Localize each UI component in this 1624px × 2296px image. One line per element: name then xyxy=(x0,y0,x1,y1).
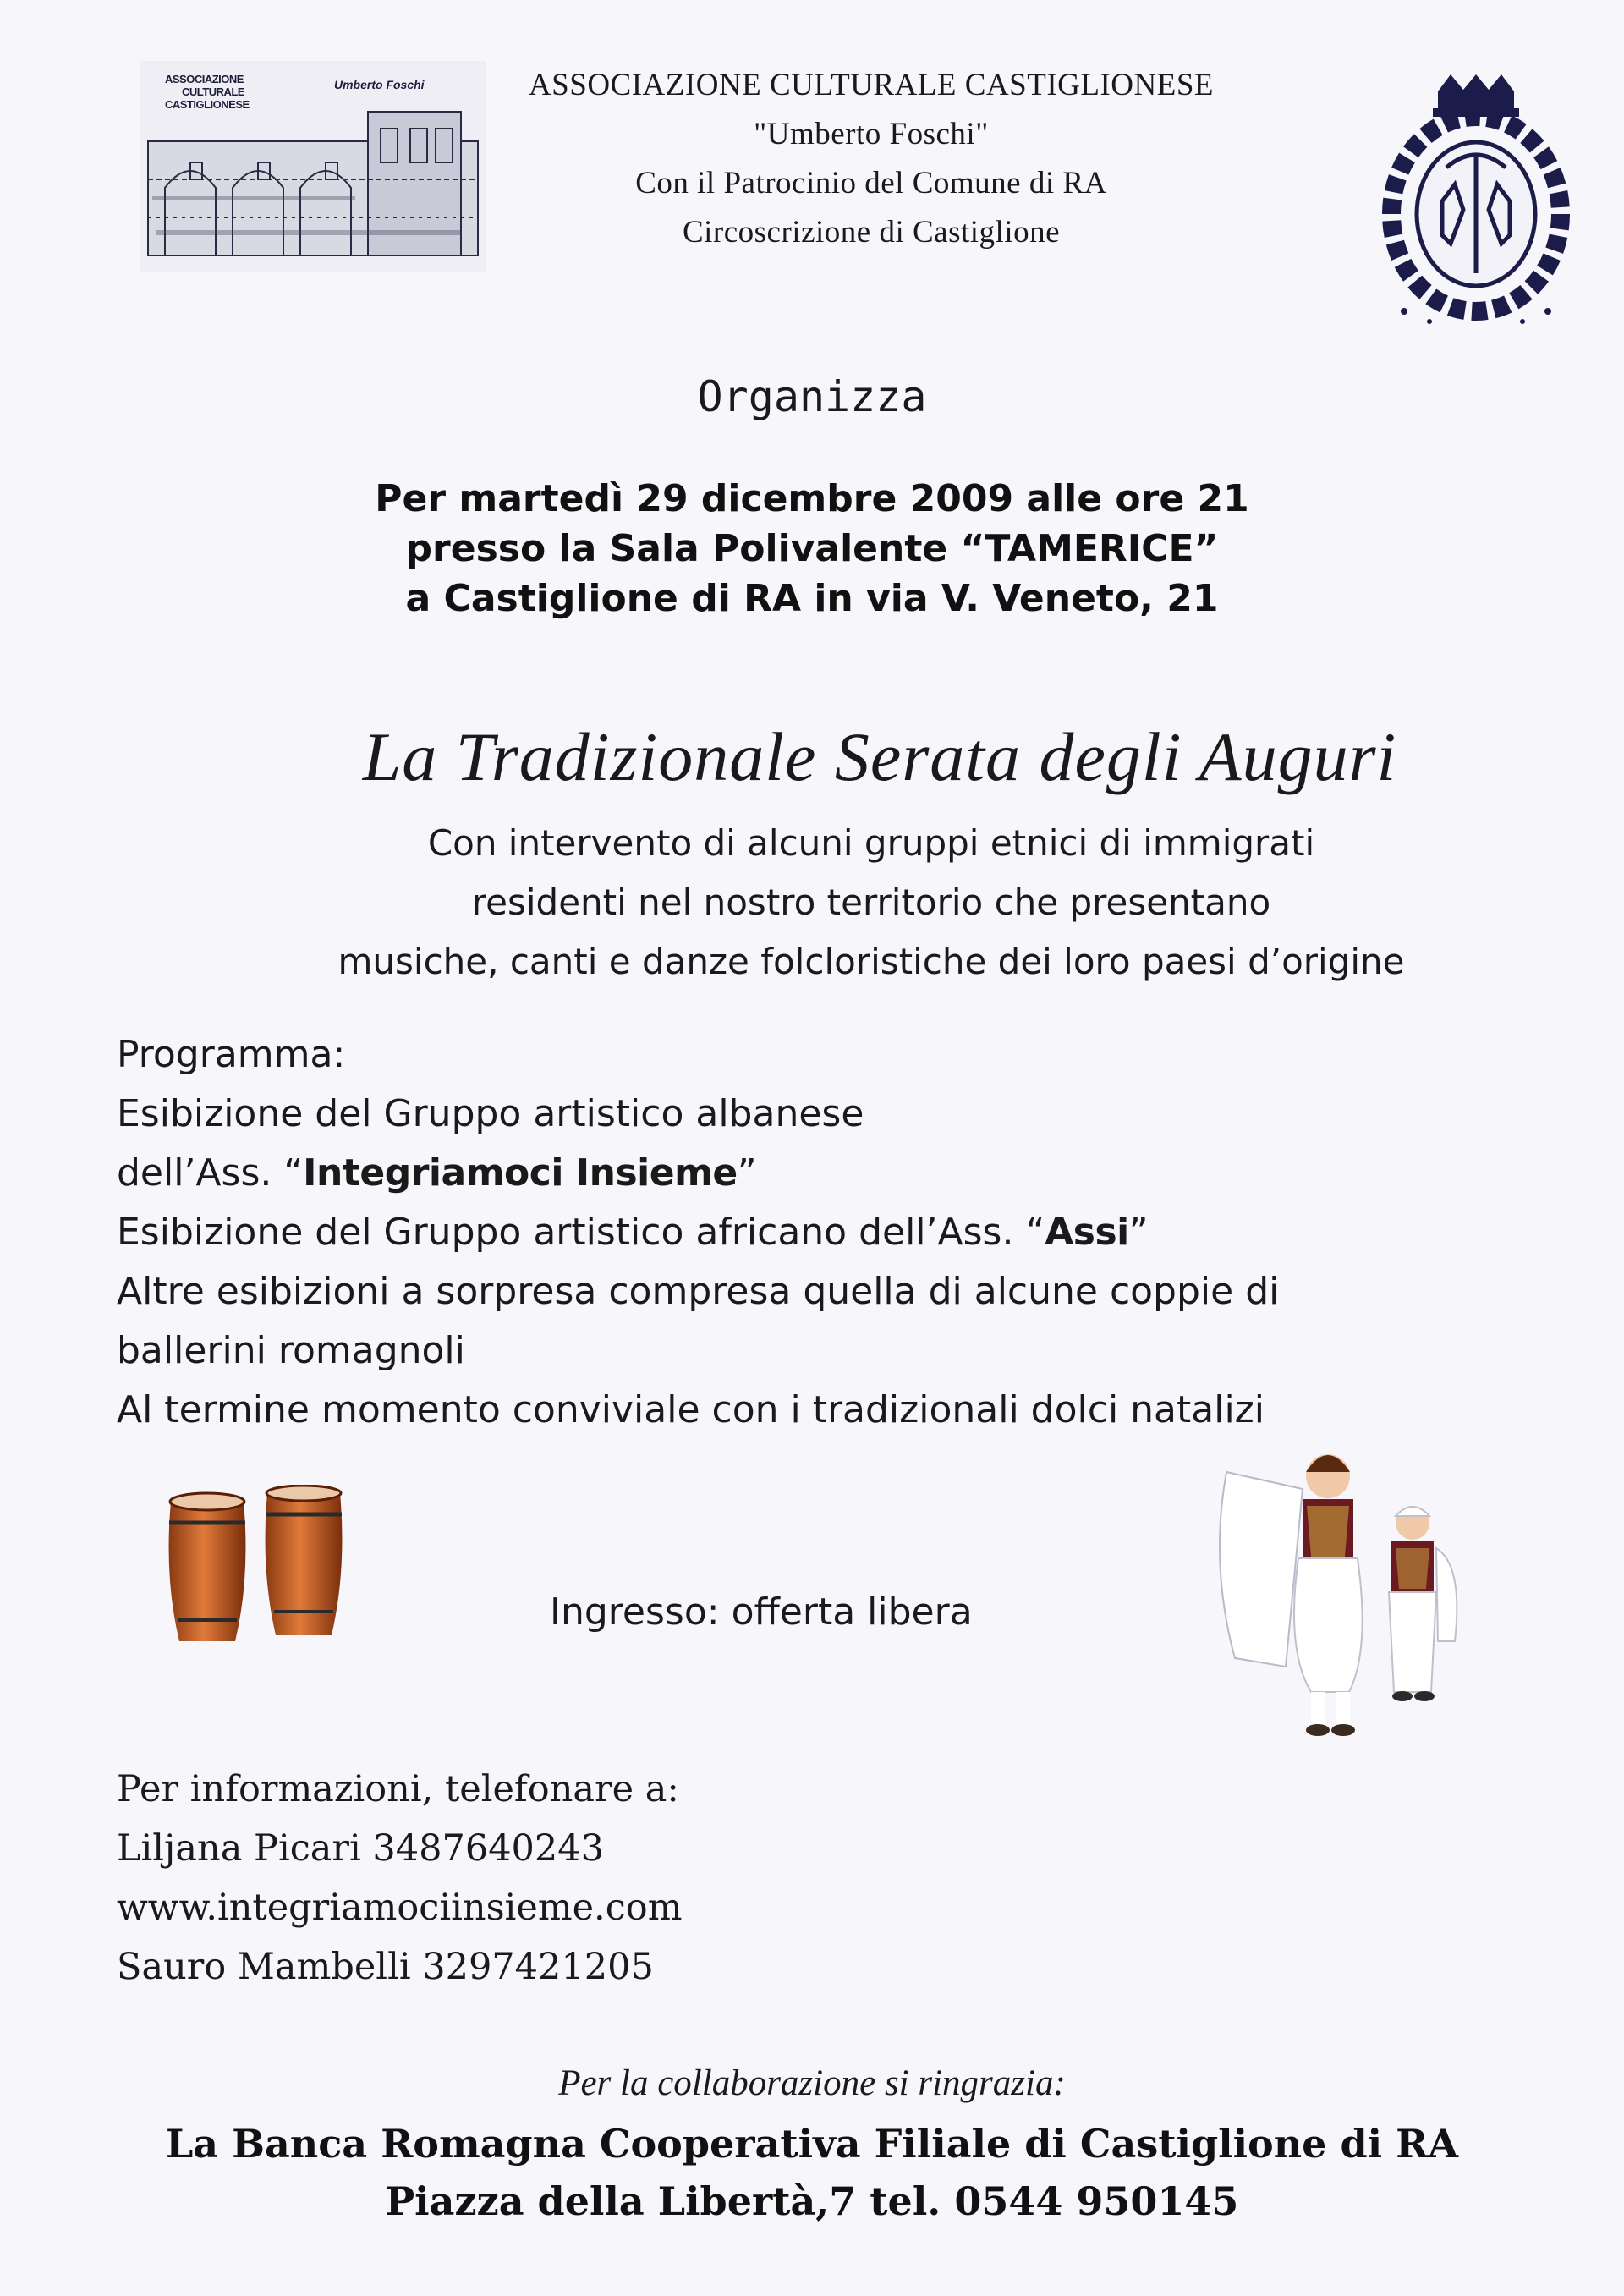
program-item: Esibizione del Gruppo artistico albanese xyxy=(117,1092,864,1135)
patronage-line: Con il Patrocinio del Comune di RA xyxy=(635,166,1107,200)
program-item: Al termine momento conviviale con i tradizionali dolci natalizi xyxy=(117,1388,1265,1431)
association-dedication: "Umberto Foschi" xyxy=(754,117,989,151)
description-line: musiche, canti e danze folcloristiche dei loro paesi d’origine xyxy=(337,941,1405,982)
district-line: Circoscrizione di Castiglione xyxy=(682,215,1061,250)
association-name: ASSOCIAZIONE CULTURALE CASTIGLIONESE xyxy=(528,68,1215,102)
crest-icon xyxy=(1379,74,1573,328)
sponsor-name: La Banca Romagna Cooperativa Filiale di Castiglione di RA xyxy=(165,2121,1459,2167)
acknowledgement-heading: Per la collaborazione si ringrazia: xyxy=(558,2063,1066,2103)
contacts-heading: Per informazioni, telefonare a: xyxy=(117,1768,679,1810)
contact-website: www.integriamociinsieme.com xyxy=(117,1887,683,1929)
logo-text: ASSOCIAZIONE CULTURALE CASTIGLIONESE xyxy=(165,73,250,111)
program-item: Esibizione del Gruppo artistico africano dell’Ass. “Assi” xyxy=(117,1211,1149,1254)
program-section xyxy=(117,1025,1555,1440)
municipal-crest xyxy=(1379,74,1573,328)
organizza-heading: Organizza xyxy=(697,372,927,421)
event-description xyxy=(195,814,1548,991)
sponsor-address: Piazza della Libertà,7 tel. 0544 950145 xyxy=(385,2178,1239,2224)
program-heading: Programma: xyxy=(117,1033,346,1076)
event-date: Per martedì 29 dicembre 2009 alle ore 21 xyxy=(375,477,1249,520)
contact-phone: Liljana Picari 3487640243 xyxy=(117,1827,604,1870)
event-details xyxy=(0,474,1624,623)
conga-drums-image xyxy=(161,1485,364,1654)
entry-fee: Ingresso: offerta libera xyxy=(550,1590,973,1634)
event-address: a Castiglione di RA in via V. Veneto, 21 xyxy=(405,577,1219,620)
association-name-assi: Assi xyxy=(1045,1211,1129,1254)
program-item: dell’Ass. “Integriamoci Insieme” xyxy=(117,1151,757,1195)
description-line: Con intervento di alcuni gruppi etnici di immigrati xyxy=(427,822,1315,864)
event-venue: presso la Sala Polivalente “TAMERICE” xyxy=(405,527,1219,570)
logo-signature: Umberto Foschi xyxy=(334,78,425,91)
program-item: ballerini romagnoli xyxy=(117,1329,465,1372)
program-item: Altre esibizioni a sorpresa compresa quella di alcune coppie di xyxy=(117,1270,1280,1313)
event-title: La Tradizionale Serata degli Auguri xyxy=(362,718,1397,795)
header-block xyxy=(474,61,1269,257)
children-in-costume-image xyxy=(1210,1438,1497,1751)
association-name-integriamoci: Integriamoci Insieme xyxy=(303,1151,738,1195)
contacts-section xyxy=(117,1760,1047,1997)
description-line: residenti nel nostro territorio che presentano xyxy=(471,882,1271,923)
association-logo xyxy=(140,61,486,272)
sponsor-block xyxy=(0,2115,1624,2230)
contact-phone: Sauro Mambelli 3297421205 xyxy=(117,1946,654,1988)
